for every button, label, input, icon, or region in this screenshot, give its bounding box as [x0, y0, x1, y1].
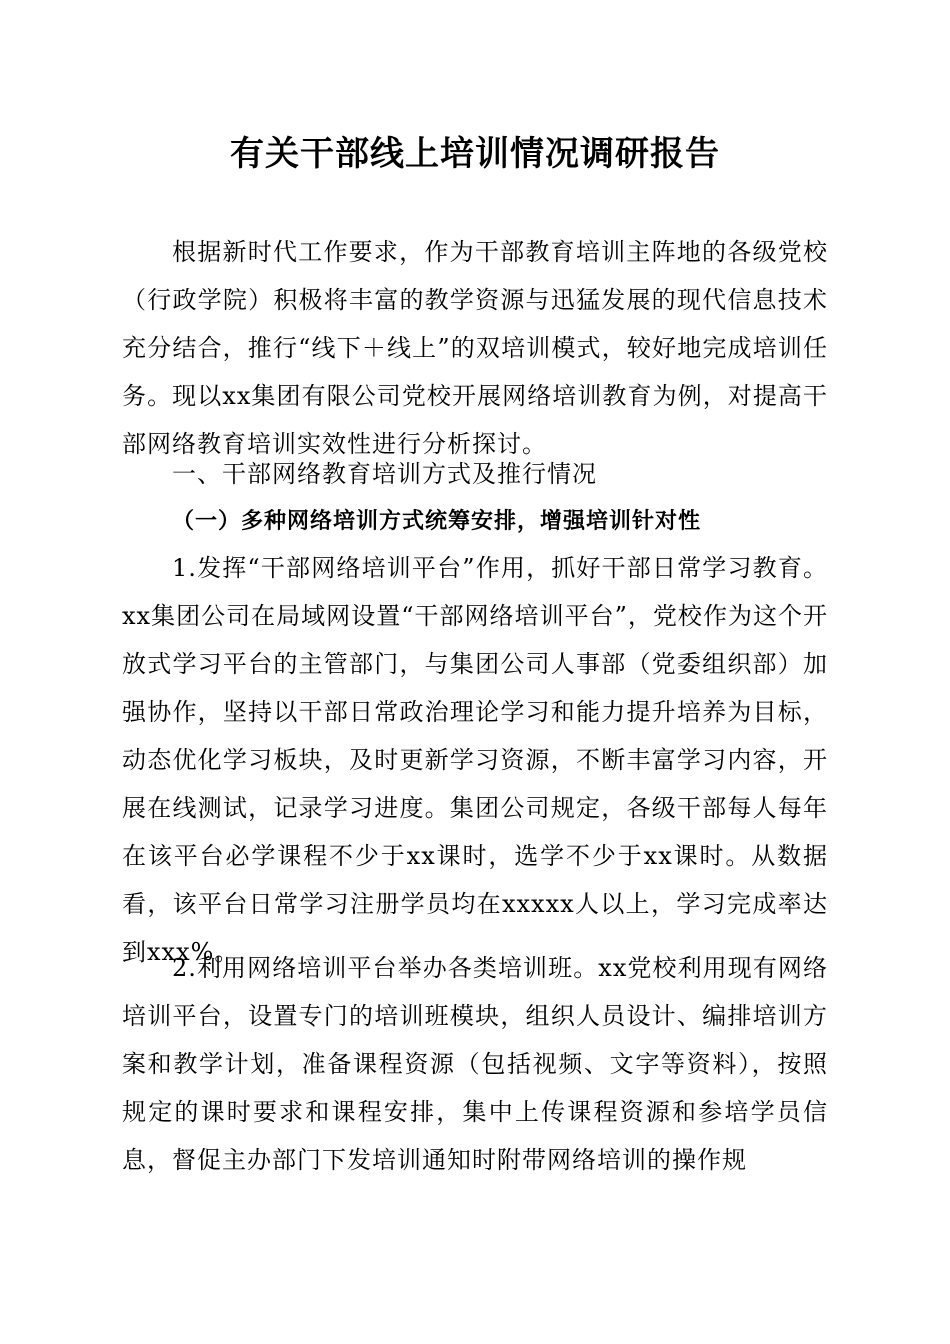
item-2-paragraph: 2.利用网络培训平台举办各类培训班。xx党校利用现有网络培训平台，设置专门的培训班模块，组织人员设计、编排培训方案和教学计划，准备课程资源（包括视频、文字等资料），按照规定的课时要求和课程安排，集中上传课程资源和参培学员信息，督促主办部门下发培训通知时附带网络培训的操作规 — [122, 954, 828, 1174]
item-1-paragraph: 1.发挥“干部网络培训平台”作用，抓好干部日常学习教育。xx集团公司在局域网设置“干部网络培训平台”，党校作为这个开放式学习平台的主管部门，与集团公司人事部（党委组织部）加强协作，坚持以干部日常政治理论学习和能力提升培养为目标，动态优化学习板块，及时更新学习资源，不断丰富学习内容，开展在线测试，记录学习进度。集团公司规定，各级干部每人每年在该平台必学课程不少于xx课时，选学不少于xx课时。从数据看，该平台日常学习注册学员均在xxxxx人以上，学习完成率达到xxx%。 — [122, 554, 828, 966]
subsection-heading: （一）多种网络培训方式统筹安排，增强培训针对性 — [172, 508, 702, 534]
document-title: 有关干部线上培训情况调研报告 — [230, 134, 720, 174]
intro-paragraph: 根据新时代工作要求，作为干部教育培训主阵地的各级党校（行政学院）积极将丰富的教学资源与迅猛发展的现代信息技术充分结合，推行“线下＋线上”的双培训模式，较好地完成培训任务。现以xx集团有限公司党校开展网络培训教育为例，对提高干部网络教育培训实效性进行分析探讨。 — [122, 238, 828, 458]
section-heading: 一、干部网络教育培训方式及推行情况 — [172, 460, 597, 488]
